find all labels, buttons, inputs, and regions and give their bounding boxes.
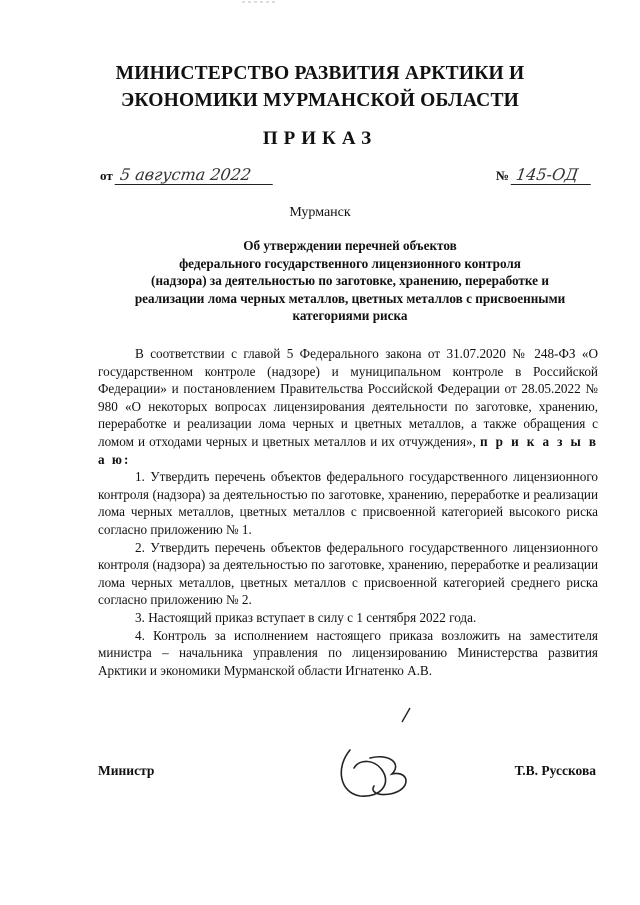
scan-mark xyxy=(240,0,280,6)
ministry-header xyxy=(0,60,640,114)
subject-line: категориями риска xyxy=(292,308,408,323)
order-item-1: 1. Утвердить перечень объектов федерального государственного лицензионного контроля (надзора) за деятельностью по заготовке, хранению, переработке и реализации лома черных металлов, цветных металлов с присвоенной категорией высокого риска согласно приложению № 1. xyxy=(98,469,598,537)
handwritten-number: 145-ОД xyxy=(511,166,594,185)
order-item-3: 3. Настоящий приказ вступает в силу с 1 сентября 2022 года. xyxy=(135,609,477,625)
prikazyvayu-keyword: п р и к а з ы в а ю: xyxy=(98,433,598,467)
signer-title: Министр xyxy=(98,763,155,778)
number-prefix: № xyxy=(496,168,510,183)
ministry-line-2: ЭКОНОМИКИ МУРМАНСКОЙ ОБЛАСТИ xyxy=(120,90,520,111)
subject-line: Об утверждении перечней объектов xyxy=(243,238,457,253)
signer-name: Т.В. Русскова xyxy=(514,763,596,778)
order-item-2: 2. Утвердить перечень объектов федерального государственного лицензионного контроля (надзора) за деятельностью по заготовке, хранению, переработке и реализации лома черных металлов, цветных металлов с присвоенной категорией среднего риска согласно приложению № 2. xyxy=(98,539,598,608)
ministry-line-1: МИНИСТЕРСТВО РАЗВИТИЯ АРКТИКИ И xyxy=(115,63,525,84)
order-subject xyxy=(90,237,610,325)
subject-line: реализации лома черных металлов, цветных металлов с присвоенными xyxy=(134,290,566,306)
date-field xyxy=(100,166,274,185)
number-field xyxy=(496,166,592,185)
handwritten-signature xyxy=(330,698,450,808)
preamble-text: В соответствии с главой 5 Федерального закона от 31.07.2020 № 248-ФЗ «О государственном контроле (надзоре) и муниципальном контроле в Российской Федерации» и постановлением Правительства Российской Федерации от 28.05.2022 № 980 «О некоторых вопросах лицензирования деятельности по заготовке, хранению, переработке и реализации лома черных и цветных металлов, а также обращения с ломом и отходами черных и цветных металлов и их отчуждения», xyxy=(98,346,598,449)
order-item-4: 4. Контроль за исполнением настоящего приказа возложить на заместителя министра – начальника управления по лицензированию Министерства развития Арктики и экономики Мурманской области Игнатенко А.В. xyxy=(98,627,598,678)
subject-line: федерального государственного лицензионного контроля xyxy=(179,255,521,271)
document-type-title: ПРИКАЗ xyxy=(262,128,378,149)
handwritten-date: 5 августа 2022 xyxy=(115,166,276,185)
subject-line: (надзора) за деятельностью по заготовке, хранению, переработке и xyxy=(151,273,549,288)
city: Мурманск xyxy=(289,205,351,220)
date-prefix: от xyxy=(100,168,113,183)
preamble-paragraph xyxy=(98,345,598,468)
order-body xyxy=(98,345,598,679)
